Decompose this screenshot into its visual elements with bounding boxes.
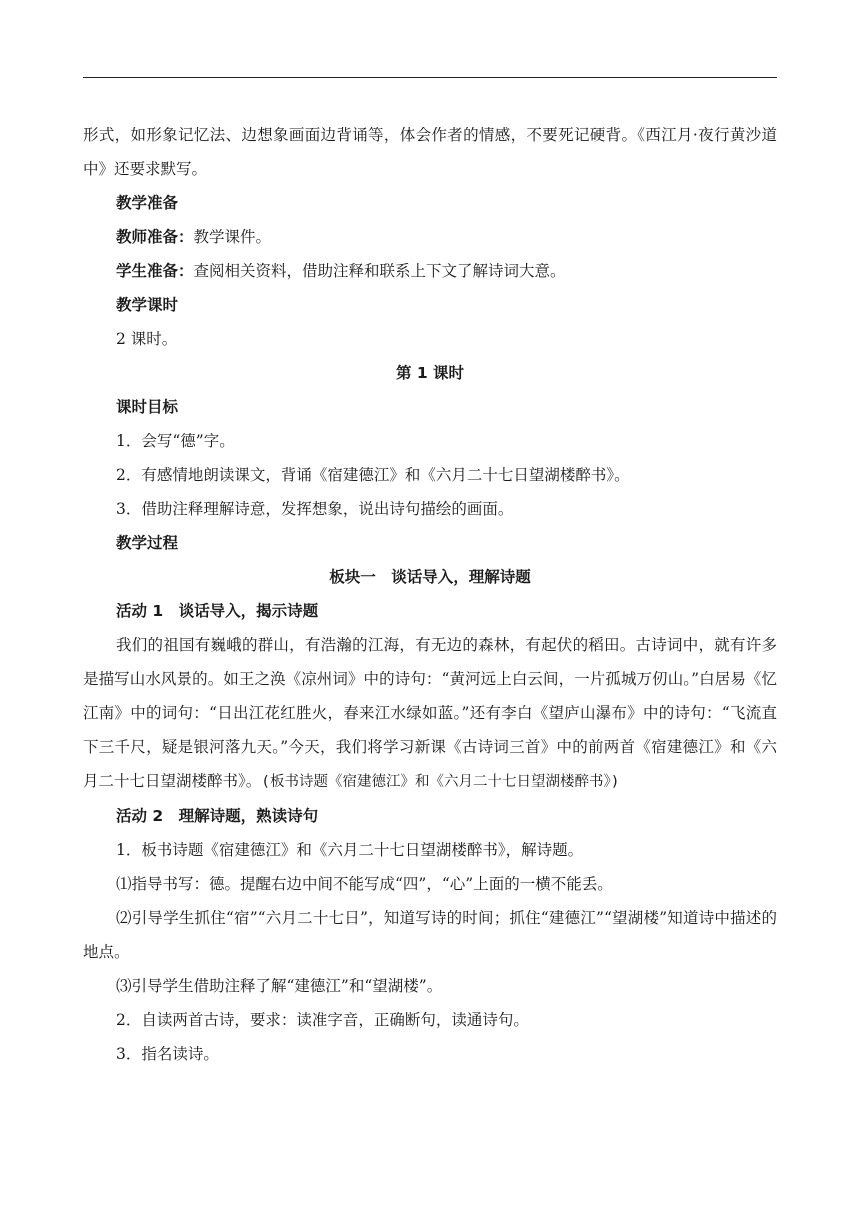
header-rule xyxy=(83,77,777,78)
prep-heading: 教学准备 xyxy=(116,194,179,212)
goal-item: 3．借助注释理解诗意，发挥想象，说出诗句描绘的画面。 xyxy=(116,500,514,518)
hours-text: 2 课时。 xyxy=(116,330,178,348)
teacher-prep-label: 教师准备： xyxy=(116,228,194,246)
document-page xyxy=(83,118,777,1071)
activity1-note: (板书诗题《宿建德江》和《六月二十七日望湖楼醉书》) xyxy=(261,774,620,790)
goal-item: 2．有感情地朗读课文，背诵《宿建德江》和《六月二十七日望湖楼醉书》。 xyxy=(116,466,630,484)
list-item: ⑵引导学生抓住“宿”“六月二十七日”，知道写诗的时间；抓住“建德江”“望湖楼”知道诗中描述的地点。 xyxy=(83,909,777,961)
activity1-text: 我们的祖国有巍峨的群山，有浩瀚的江海，有无边的森林，有起伏的稻田。古诗词中，就有许多是描写山水风景的。如王之涣《凉州词》中的诗句：“黄河远上白云间，一片孤城万仞山。”白居易《忆江南》中的词句：“日出江花红胜火，春来江水绿如蓝。”还有李白《望庐山瀑布》中的诗句：“飞流直下三千尺，疑是银河落九天。”今天，我们将学习新课《古诗词三首》中的前两首《宿建德江》和《六月二十七日望湖楼醉书》。 xyxy=(83,636,777,790)
student-prep-text: 查阅相关资料，借助注释和联系上下文了解诗词大意。 xyxy=(193,262,566,280)
list-item: 1．板书诗题《宿建德江》和《六月二十七日望湖楼醉书》，解诗题。 xyxy=(116,841,584,859)
goal-item: 1．会写“德”字。 xyxy=(116,432,235,450)
list-item: 3．指名读诗。 xyxy=(116,1045,219,1063)
student-prep xyxy=(83,254,777,288)
process-heading: 教学过程 xyxy=(116,534,179,552)
block-title: 板块一 谈话导入，理解诗题 xyxy=(329,568,531,586)
list-item: ⑴指导书写：德。提醒右边中间不能写成“四”，“心”上面的一横不能丢。 xyxy=(116,875,613,893)
student-prep-label: 学生准备： xyxy=(116,262,194,280)
goals-heading: 课时目标 xyxy=(116,398,179,416)
hours-heading: 教学课时 xyxy=(116,296,179,314)
teacher-prep-text: 教学课件。 xyxy=(193,228,272,246)
teacher-prep xyxy=(83,220,777,254)
lesson-title: 第 1 课时 xyxy=(395,364,465,382)
activity1-paragraph xyxy=(83,628,777,799)
activity1-heading: 活动 1 谈话导入，揭示诗题 xyxy=(116,602,319,620)
list-item: ⑶引导学生借助注释了解“建德江”和“望湖楼”。 xyxy=(116,977,443,995)
activity2-heading: 活动 2 理解诗题，熟读诗句 xyxy=(116,807,319,825)
list-item: 2．自读两首古诗，要求：读准字音，正确断句，读通诗句。 xyxy=(116,1011,529,1029)
intro-paragraph: 形式，如形象记忆法、边想象画面边背诵等，体会作者的情感，不要死记硬背。《西江月·夜行黄沙道中》还要求默写。 xyxy=(83,126,777,178)
